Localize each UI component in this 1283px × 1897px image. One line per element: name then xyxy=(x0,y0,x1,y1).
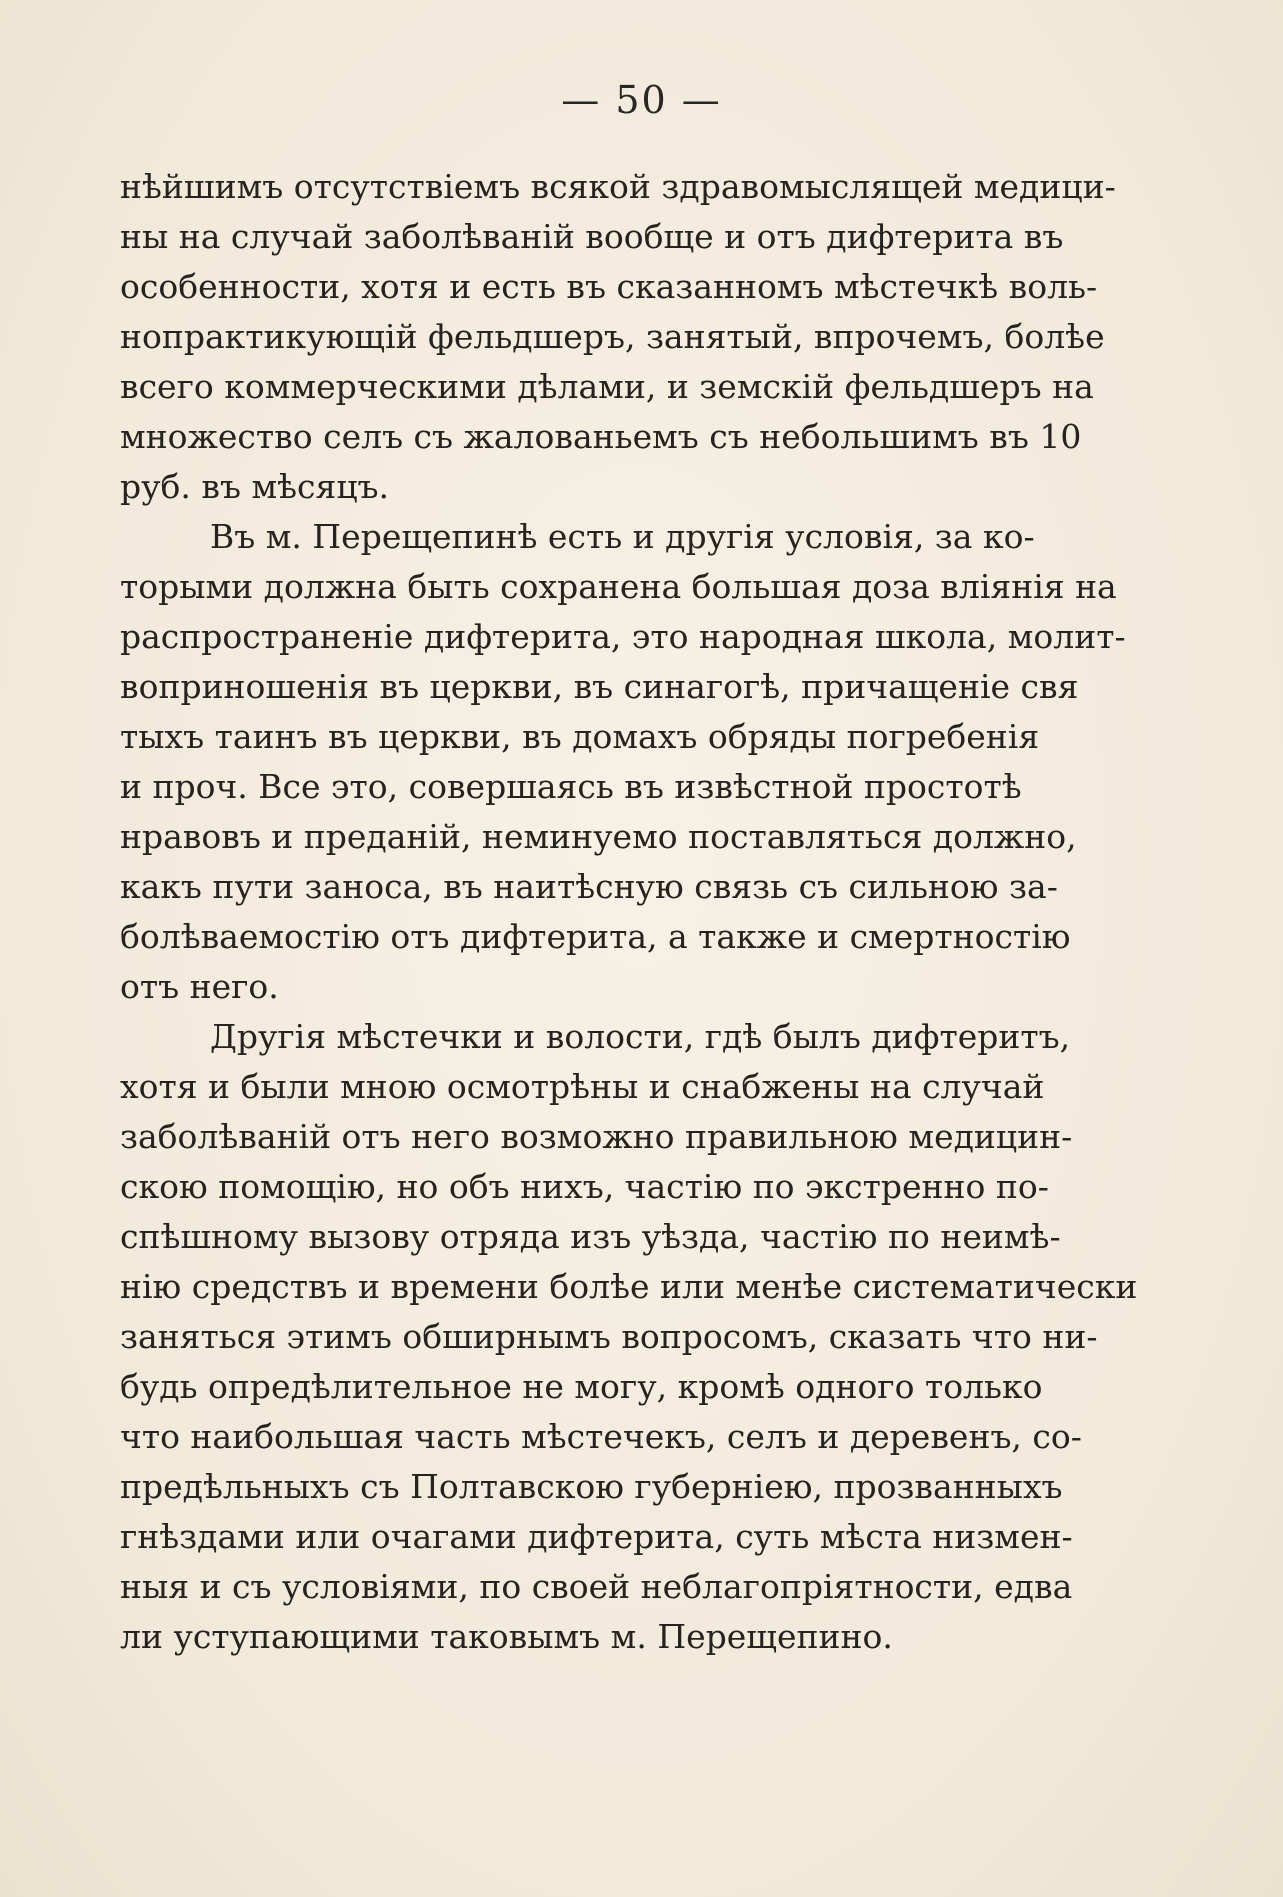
body-text xyxy=(120,162,1210,1662)
text-line: множество селъ съ жалованьемъ съ небольшимъ въ 10 xyxy=(120,417,1082,456)
page-number: — 50 — xyxy=(561,78,722,122)
text-line: Въ м. Перещепинѣ есть и другія условія, за ко- xyxy=(210,517,1035,556)
text-line: что наибольшая часть мѣстечекъ, селъ и деревенъ, со- xyxy=(120,1417,1082,1456)
text-line: всего коммерческими дѣлами, и земскій фельдшеръ на xyxy=(120,367,1094,406)
text-line: нію средствъ и времени болѣе или менѣе систематически xyxy=(120,1267,1138,1306)
text-line: будь опредѣлительное не могу, кромѣ одного только xyxy=(120,1367,1043,1406)
text-line: гнѣздами или очагами дифтерита, суть мѣста низмен- xyxy=(120,1517,1073,1556)
text-line: ли уступающими таковымъ м. Перещепино. xyxy=(120,1617,893,1656)
text-line: болѣваемостію отъ дифтерита, а также и смертностію xyxy=(120,917,1071,956)
text-line: ны на случай заболѣваній вообще и отъ дифтерита въ xyxy=(120,217,1064,256)
text-line: отъ него. xyxy=(120,967,279,1006)
text-line: нопрактикующій фельдшеръ, занятый, впрочемъ, болѣе xyxy=(120,317,1105,356)
text-line: предѣльныхъ съ Полтавскою губерніею, прозванныхъ xyxy=(120,1467,1063,1506)
text-line: руб. въ мѣсяцъ. xyxy=(120,467,390,506)
text-line: нѣйшимъ отсутствіемъ всякой здравомыслящей медици- xyxy=(120,167,1116,206)
text-line: нравовъ и преданій, неминуемо поставляться должно, xyxy=(120,817,1077,856)
text-line: Другія мѣстечки и волости, гдѣ былъ дифтеритъ, xyxy=(210,1017,1071,1056)
text-line: торыми должна быть сохранена большая доза вліянія на xyxy=(120,567,1117,606)
text-line: и проч. Все это, совершаясь въ извѣстной простотѣ xyxy=(120,767,1022,806)
text-line: спѣшному вызову отряда изъ уѣзда, частію по неимѣ- xyxy=(120,1217,1061,1256)
text-line: распространеніе дифтерита, это народная школа, молит- xyxy=(120,617,1126,656)
text-line: заболѣваній отъ него возможно правильною медицин- xyxy=(120,1117,1073,1156)
text-line: воприношенія въ церкви, въ синагогѣ, причащеніе свя xyxy=(120,667,1079,706)
text-line: заняться этимъ обширнымъ вопросомъ, сказать что ни- xyxy=(120,1317,1098,1356)
text-line: особенности, хотя и есть въ сказанномъ мѣстечкѣ воль- xyxy=(120,267,1098,306)
text-line: какъ пути заноса, въ наитѣсную связь съ сильною за- xyxy=(120,867,1058,906)
text-line: хотя и были мною осмотрѣны и снабжены на случай xyxy=(120,1067,1045,1106)
text-line: скою помощію, но объ нихъ, частію по экстренно по- xyxy=(120,1167,1049,1206)
text-line: ныя и съ условіями, по своей неблагопріятности, едва xyxy=(120,1567,1073,1606)
text-line: тыхъ таинъ въ церкви, въ домахъ обряды погребенія xyxy=(120,717,1040,756)
